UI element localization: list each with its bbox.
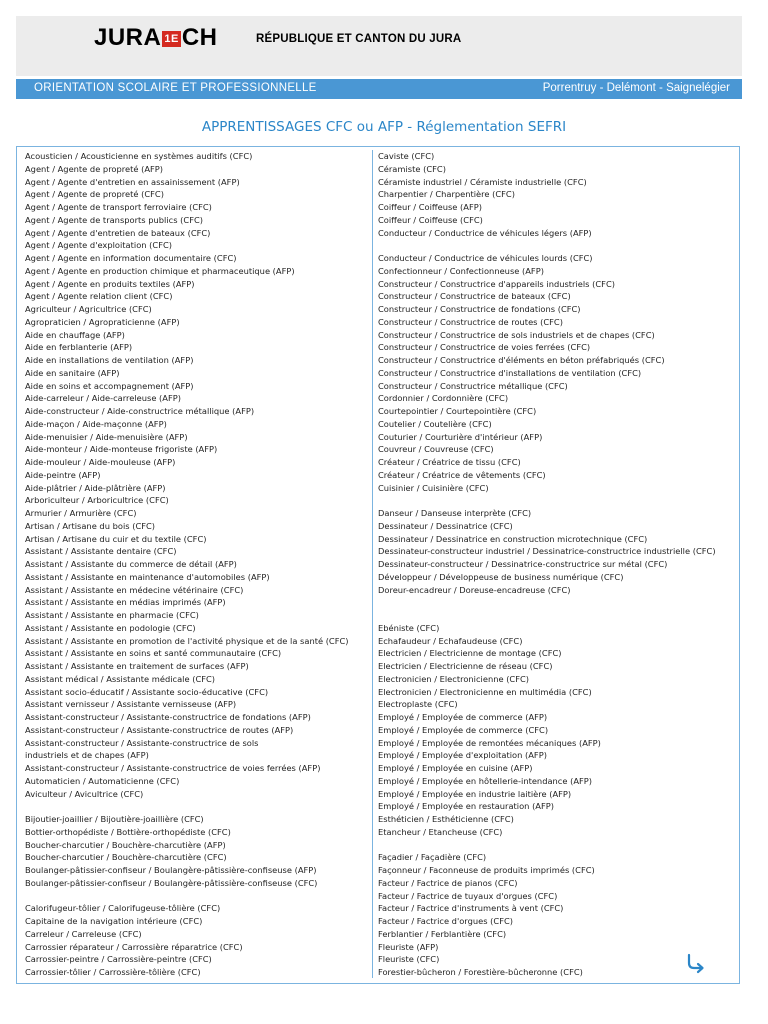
logo-text-right: CH [181,24,218,51]
list-item: Assistant / Assistante en soins et santé communautaire (CFC) [25,648,282,659]
list-item: Ferblantier / Ferblantière (CFC) [378,928,507,939]
list-item: Agent / Agente en produits textiles (AFP) [25,278,195,289]
list-item: Employé / Employée d'exploitation (AFP) [378,750,547,761]
list-item: Assistant médical / Assistante médicale (CFC) [25,673,216,684]
left-column [25,150,349,979]
list-item: Agriculteur / Agricultrice (CFC) [25,304,152,314]
list-item: Automaticien / Automaticienne (CFC) [25,775,180,786]
list-item: Développeur / Développeuse de business numérique (CFC) [378,571,624,582]
list-item: Forestier-bûcheron / Forestière-bûcheronne (CFC) [378,967,583,977]
list-item: Agent / Agente d'entretien de bateaux (CFC) [25,227,211,238]
logo-subtitle: RÉPUBLIQUE ET CANTON DU JURA [256,33,462,45]
logo-text-left: JURA [94,24,162,51]
list-item: Aide en ferblanterie (AFP) [25,342,133,353]
list-item: Dessinateur / Dessinatrice en construction microtechnique (CFC) [378,533,648,544]
list-item: Couturier / Courturière d'intérieur (AFP) [378,431,543,442]
list-item: Assistant vernisseur / Assistante vernisseuse (AFP) [25,699,237,710]
list-item: Armurier / Armurière (CFC) [25,508,137,518]
list-item: Dessinateur-constructeur industriel / Dessinatrice-constructrice industrielle (CFC) [378,546,716,557]
service-name: ORIENTATION SCOLAIRE ET PROFESSIONNELLE [34,82,317,94]
list-item: Façonneur / Faconneuse de produits imprimés (CFC) [378,865,595,875]
list-item: Assistant / Assistante en promotion de l'activité physique et de la santé (CFC) [25,635,349,646]
list-item: Electricien / Electricienne de réseau (CFC) [378,661,553,671]
list-item: Aide-constructeur / Aide-constructrice métallique (AFP) [25,406,255,416]
list-item: Employé / Employée en restauration (AFP) [378,801,554,812]
list-item: Assistant / Assistante en pharmacie (CFC) [25,610,199,620]
list-item: Charpentier / Charpentière (CFC) [378,189,515,200]
list-item: Etancheur / Etancheuse (CFC) [378,826,503,837]
list-item: Dessinateur-constructeur / Dessinatrice-constructrice sur métal (CFC) [378,559,668,569]
list-item: Assistant-constructeur / Assistante-constructrice de routes (AFP) [25,724,294,735]
list-item [378,596,716,609]
list-item: Facteur / Factrice d'instruments à vent (CFC) [378,903,564,914]
list-item: Fleuriste (AFP) [378,941,439,952]
list-item: Constructeur / Constructrice d'appareils industriels (CFC) [378,278,615,289]
list-item: Acousticien / Acousticienne en systèmes auditifs (CFC) [25,151,253,161]
list-item: Aide en soins et accompagnement (AFP) [25,380,194,391]
list-item: Créateur / Créatrice de tissu (CFC) [378,457,521,467]
list-item: Assistant socio-éducatif / Assistante socio-éducative (CFC) [25,686,269,697]
list-item: Agent / Agente d'exploitation (CFC) [25,240,172,251]
list-item: Céramiste industriel / Céramiste industrielle (CFC) [378,176,587,187]
turn-arrow-icon[interactable] [684,950,708,974]
list-item: Facteur / Factrice de tuyaux d'orgues (CFC) [378,890,558,901]
list-item: Esthéticien / Esthéticienne (CFC) [378,814,514,824]
list-item: Boucher-charcutier / Bouchère-charcutière (AFP) [25,839,226,850]
list-item: Carrossier réparateur / Carrossière réparatrice (CFC) [25,941,243,952]
list-item: Constructeur / Constructrice d'installations de ventilation (CFC) [378,367,642,378]
jura-logo [94,24,217,52]
list-item [25,890,349,903]
list-item [378,494,716,507]
service-bar [16,79,742,99]
list-item: Employé / Employée en industrie laitière (AFP) [378,788,572,799]
list-item: Aide-menuisier / Aide-menuisière (AFP) [25,431,188,442]
list-item: Aide-plâtrier / Aide-plâtrière (AFP) [25,482,166,493]
list-item: Façadier / Façadière (CFC) [378,852,487,863]
list-item: Dessinateur / Dessinatrice (CFC) [378,520,513,531]
list-item: Agent / Agente en production chimique et pharmaceutique (AFP) [25,265,295,276]
list-item: Employé / Employée de remontées mécaniques (AFP) [378,737,601,748]
list-item: Constructeur / Constructrice de voies ferrées (CFC) [378,342,591,353]
list-item [378,609,716,622]
list-item: Coiffeur / Coiffeuse (AFP) [378,202,482,212]
list-item: Boucher-charcutier / Bouchère-charcutière (CFC) [25,852,227,863]
list-item: Cordonnier / Cordonnière (CFC) [378,393,509,404]
list-item: Agent / Agente en information documentaire (CFC) [25,253,237,263]
list-item: Assistant / Assistante dentaire (CFC) [25,546,177,557]
list-item: Courtepointier / Courtepointière (CFC) [378,406,537,416]
list-item: Agropraticien / Agropraticienne (AFP) [25,316,180,327]
list-item: Conducteur / Conductrice de véhicules légers (AFP) [378,227,592,238]
list-item: Agent / Agente d'entretien en assainissement (AFP) [25,176,240,187]
list-item: Carreleur / Carreleuse (CFC) [25,928,142,939]
list-item: Créateur / Créatrice de vêtements (CFC) [378,469,546,480]
list-item: Assistant / Assistante en podologie (CFC) [25,622,196,633]
list-item: Fleuriste (CFC) [378,954,440,965]
column-divider [372,150,373,978]
service-locations: Porrentruy - Delémont - Saignelégier [542,82,730,94]
list-item: Boulanger-pâtissier-confiseur / Boulangère-pâtissière-confiseuse (AFP) [25,865,317,875]
list-item [378,239,716,252]
list-item: Employé / Employée en cuisine (AFP) [378,763,533,773]
list-item: Aide-maçon / Aide-maçonne (AFP) [25,418,167,429]
right-column [378,150,716,979]
list-item: Doreur-encadreur / Doreuse-encadreuse (CFC) [378,584,571,595]
list-item: Employé / Employée en hôtellerie-intendance (AFP) [378,775,593,786]
list-item: Electroplaste (CFC) [378,699,458,710]
list-item: Aide-mouleur / Aide-mouleuse (AFP) [25,457,176,467]
list-item: Assistant / Assistante en traitement de surfaces (AFP) [25,661,249,671]
list-item: Aide-monteur / Aide-monteuse frigoriste (AFP) [25,444,218,455]
list-item: Caviste (CFC) [378,151,435,161]
list-item: Capitaine de la navigation intérieure (CFC) [25,916,203,926]
list-item: Aide en chauffage (AFP) [25,329,125,340]
list-item: Ebéniste (CFC) [378,622,440,633]
list-item: Agent / Agente relation client (CFC) [25,291,173,302]
list-item: Constructeur / Constructrice de routes (CFC) [378,316,563,327]
list-item: Bottier-orthopédiste / Bottière-orthopédiste (CFC) [25,826,231,837]
list-item: Constructeur / Constructrice métallique (CFC) [378,380,568,391]
list-item: Electronicien / Electronicienne en multimédia (CFC) [378,686,592,697]
list-item: industriels et de chapes (AFP) [25,750,149,761]
list-item: Assistant / Assistante du commerce de détail (AFP) [25,559,237,569]
list-item [378,839,716,852]
list-item: Aide-peintre (AFP) [25,469,101,480]
list-item: Coiffeur / Coiffeuse (CFC) [378,214,483,225]
logo-badge: 1E [164,33,179,45]
list-item: Agent / Agente de transport ferroviaire (CFC) [25,202,212,212]
list-item: Constructeur / Constructrice de sols industriels et de chapes (CFC) [378,329,655,340]
header-banner [16,16,742,76]
list-item: Agent / Agente de transports publics (CFC) [25,214,203,225]
list-item: Carrossier-tôlier / Carrossière-tôlière (CFC) [25,967,201,977]
list-item: Agent / Agente de propreté (AFP) [25,163,164,174]
list-item: Aide en sanitaire (AFP) [25,367,120,378]
list-item: Aviculteur / Avicultrice (CFC) [25,788,144,799]
list-item: Conducteur / Conductrice de véhicules lourds (CFC) [378,253,593,263]
list-item: Assistant-constructeur / Assistante-constructrice de fondations (AFP) [25,712,311,722]
list-item: Assistant-constructeur / Assistante-constructrice de voies ferrées (AFP) [25,763,321,773]
list-item: Aide en installations de ventilation (AFP) [25,355,194,365]
list-item: Aide-carreleur / Aide-carreleuse (AFP) [25,393,181,404]
list-item: Assistant-constructeur / Assistante-constructrice de sols [25,737,259,748]
list-item: Electronicien / Electronicienne (CFC) [378,673,530,684]
list-item: Carrossier-peintre / Carrossière-peintre (CFC) [25,954,212,965]
list-item: Assistant / Assistante en médecine vétérinaire (CFC) [25,584,244,595]
list-item: Employé / Employée de commerce (AFP) [378,712,548,722]
list-item: Couvreur / Couvreuse (CFC) [378,444,494,455]
list-item: Confectionneur / Confectionneuse (AFP) [378,265,544,276]
list-item: Constructeur / Constructrice de bateaux (CFC) [378,291,571,302]
list-item: Artisan / Artisane du cuir et du textile (CFC) [25,533,207,544]
list-item: Facteur / Factrice de pianos (CFC) [378,877,518,888]
list-item: Echafaudeur / Echafaudeuse (CFC) [378,635,523,646]
list-item: Constructeur / Constructrice de fondations (CFC) [378,304,581,314]
page-title: APPRENTISSAGES CFC ou AFP - Réglementation SEFRI [201,119,567,135]
list-item: Bijoutier-joaillier / Bijoutière-joaillière (CFC) [25,814,204,824]
list-item: Assistant / Assistante en maintenance d'automobiles (AFP) [25,571,270,582]
list-item: Constructeur / Constructrice d'éléments en béton préfabriqués (CFC) [378,355,665,365]
list-item: Agent / Agente de propreté (CFC) [25,189,164,200]
list-item: Employé / Employée de commerce (CFC) [378,724,549,735]
list-item: Assistant / Assistante en médias imprimés (AFP) [25,597,226,608]
list-item: Céramiste (CFC) [378,163,446,174]
list-item: Coutelier / Coutelière (CFC) [378,418,492,429]
list-item: Cuisinier / Cuisinière (CFC) [378,482,489,493]
list-item: Calorifugeur-tôlier / Calorifugeuse-tôlière (CFC) [25,903,221,914]
list-item [25,800,349,813]
list-item: Danseur / Danseuse interprète (CFC) [378,508,532,518]
list-item: Artisan / Artisane du bois (CFC) [25,520,156,531]
list-item: Electricien / Electricienne de montage (CFC) [378,648,562,659]
list-item: Boulanger-pâtissier-confiseur / Boulangère-pâtissière-confiseuse (CFC) [25,877,318,888]
list-item: Facteur / Factrice d'orgues (CFC) [378,916,513,926]
list-item: Arboriculteur / Arboricultrice (CFC) [25,495,169,506]
